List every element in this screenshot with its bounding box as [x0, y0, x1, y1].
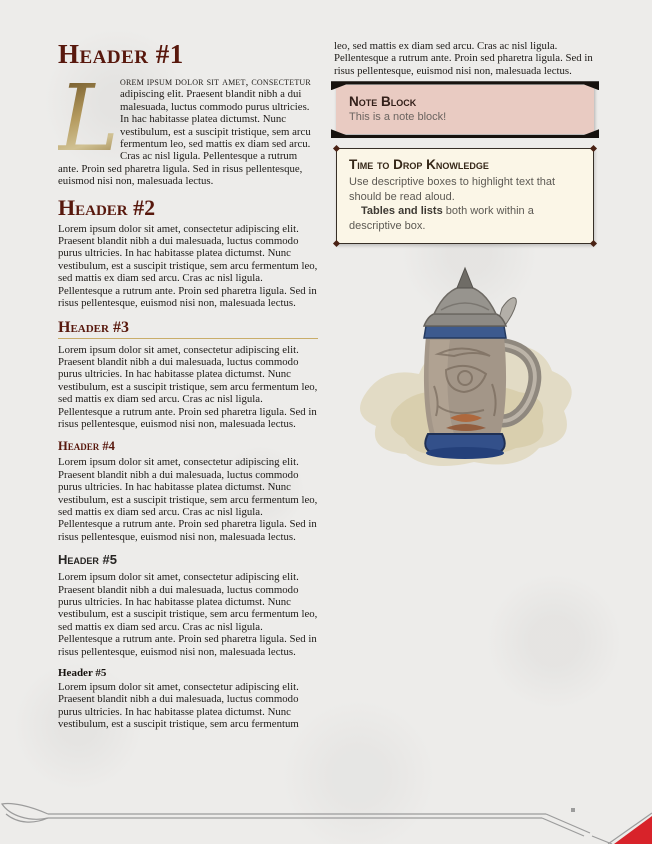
drop-cap-letter: L	[58, 65, 120, 172]
stein-lid-lip	[424, 314, 506, 326]
heading-2: Header #2	[58, 194, 156, 220]
descriptive-box	[336, 148, 594, 244]
stein-lid-dome	[434, 286, 496, 314]
paragraph-dropcap	[58, 65, 318, 188]
left-column	[58, 40, 318, 739]
bold-lead-text: Tables and lists	[361, 205, 443, 218]
descriptive-box-line	[349, 204, 581, 233]
paragraph: Lorem ipsum dolor sit amet, consectetur adipiscing elit. Praesent blandit nibh a dui malesuada, luctus commodo purus ultricies. In hac habitasse platea dictumst. Nunc vestibulum, est a suscipit tristique, sem arcu fermentum leo, sed mattis ex diam sed arcu. Cras ac nisl ligula. Pellentesque a rutrum ante. Proin sed pharetra ligula. Sed in risus pellentesque, euismod nisi non, malesuada lectus.	[58, 456, 318, 543]
red-corner-triangle	[614, 816, 652, 844]
lead-smallcaps-text: orem ipsum dolor sit amet, consectetur	[120, 76, 311, 88]
heading-4: Header #4	[58, 439, 115, 454]
paragraph: Lorem ipsum dolor sit amet, consectetur adipiscing elit. Praesent blandit nibh a dui malesuada, luctus commodo purus ultricies. In hac habitasse platea dictumst. Nunc vestibulum, est a suscipit tristique, sem arcu fermentum leo, sed mattis ex diam sed arcu. Cras ac nisl ligula. Pellentesque a rutrum ante. Proin sed pharetra ligula. Sed in risus pellentesque, euismod nisi non, malesuada lectus.	[58, 343, 318, 430]
stein-rim-band	[424, 326, 506, 338]
stein-base	[426, 447, 504, 459]
paragraph-truncated: Lorem ipsum dolor sit amet, consectetur adipiscing elit. Praesent blandit nibh a dui malesuada, luctus commodo purus ultricies. In hac habitasse platea dictumst. Nunc vestibulum, est a suscipit tristique, sem arcu fermentum	[58, 681, 299, 731]
footer-square-dot	[571, 808, 575, 812]
heading-1: Header #1	[58, 39, 184, 69]
footer-flourish-icon	[0, 802, 652, 844]
right-column	[334, 40, 596, 739]
heading-5: Header #5	[58, 552, 117, 568]
footer-diagonal-1	[546, 814, 590, 833]
page-footer-ornament	[0, 802, 652, 844]
note-block-title: Note Block	[349, 94, 417, 110]
beer-stein-illustration	[334, 266, 596, 476]
corner-diamond-icon	[590, 145, 597, 152]
descriptive-box-title: Time to Drop Knowledge	[349, 157, 489, 173]
corner-diamond-icon	[333, 145, 340, 152]
stein-artwork	[334, 266, 596, 476]
descriptive-box-line-rest: both work within a descriptive box.	[349, 205, 534, 232]
corner-diamond-icon	[333, 240, 340, 247]
corner-diamond-icon	[590, 240, 597, 247]
stein-finial	[457, 268, 473, 288]
heading-3: Header #3	[58, 319, 318, 339]
heading-6: Header #5	[58, 667, 107, 680]
paragraph: Lorem ipsum dolor sit amet, consectetur adipiscing elit. Praesent blandit nibh a dui malesuada, luctus commodo purus ultricies. In hac habitasse platea dictumst. Nunc vestibulum, est a suscipit tristique, sem arcu fermentum leo, sed mattis ex diam sed arcu. Cras ac nisl ligula. Pellentesque a rutrum ante. Proin sed pharetra ligula. Sed in risus pellentesque, euismod nisi non, malesuada lectus.	[58, 571, 318, 658]
note-block-body: This is a note block!	[349, 111, 447, 124]
paragraph: Lorem ipsum dolor sit amet, consectetur adipiscing elit. Praesent blandit nibh a dui malesuada, luctus commodo purus ultricies. In hac habitasse platea dictumst. Nunc vestibulum, est a suscipit tristique, sem arcu fermentum leo, sed mattis ex diam sed arcu. Cras ac nisl ligula. Pellentesque a rutrum ante. Proin sed pharetra ligula. Sed in risus pellentesque, euismod nisi non, malesuada lectus.	[58, 222, 318, 310]
paragraph-continuation: leo, sed mattis ex diam sed arcu. Cras ac nisl ligula. Pellentesque a rutrum ante. Proin sed pharetra ligula. Sed in risus pellentesque, euismod nisi non, malesuada lectus.	[334, 40, 593, 77]
descriptive-box-line: Use descriptive boxes to highlight text that should be read aloud.	[349, 176, 556, 203]
paragraph-text: adipiscing elit. Praesent blandit nibh a dui malesuada, luctus commodo purus ultricies. In hac habitasse platea dictumst. Nunc vestibulum, est a suscipit tristique, sem arcu fermentum leo, sed mattis ex diam sed arcu. Cras ac nisl ligula. Pellentesque a rutrum ante. Proin sed pharetra ligula. Sed in risus pellentesque, euismod nisi non, malesuada lectus.	[58, 88, 311, 188]
note-block	[336, 85, 594, 134]
